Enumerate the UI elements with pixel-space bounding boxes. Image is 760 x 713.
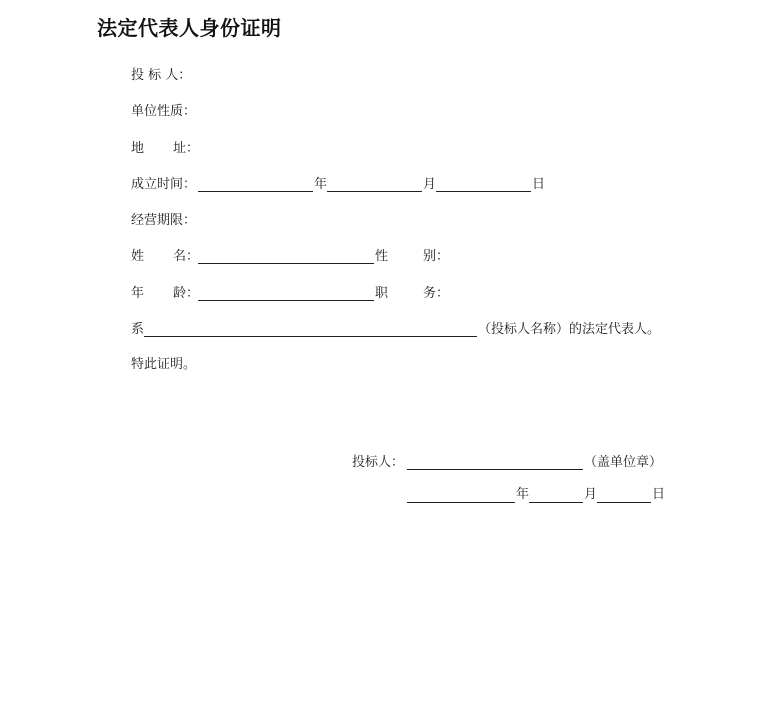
name-blank[interactable]: [198, 263, 374, 264]
seal-note: （盖单位章）: [584, 455, 663, 470]
established-day-blank[interactable]: [436, 191, 531, 192]
established-month-label: 月: [423, 177, 437, 192]
sign-month-blank[interactable]: [529, 502, 583, 503]
address-label-part1: 地: [131, 141, 145, 156]
established-year-label: 年: [314, 177, 328, 192]
unit-nature-label: 单位性质：: [131, 104, 197, 119]
sign-month-label: 月: [584, 487, 598, 502]
age-label-part1: 年: [131, 286, 145, 301]
signature-bidder-label: 投标人：: [352, 455, 405, 470]
established-label: 成立时间：: [131, 177, 197, 192]
sign-year-label: 年: [516, 487, 530, 502]
name-label-part1: 姓: [131, 249, 145, 264]
age-blank[interactable]: [198, 300, 374, 301]
age-label-part2: 龄：: [173, 286, 200, 301]
relation-prefix: 系: [131, 322, 145, 337]
bidder-name-blank[interactable]: [144, 336, 477, 337]
sign-year-blank[interactable]: [407, 502, 515, 503]
term-label: 经营期限：: [131, 213, 197, 228]
signature-bidder-blank[interactable]: [407, 469, 583, 470]
address-label-part2: 址：: [173, 141, 200, 156]
name-label-part2: 名：: [173, 249, 200, 264]
established-month-blank[interactable]: [327, 191, 422, 192]
page-title: 法定代表人身份证明: [97, 16, 282, 40]
established-day-label: 日: [532, 177, 546, 192]
bidder-label: 投 标 人：: [131, 68, 192, 83]
established-year-blank[interactable]: [198, 191, 313, 192]
certify-text: 特此证明。: [131, 357, 197, 372]
gender-label-part2: 别：: [423, 249, 450, 264]
sign-day-blank[interactable]: [597, 502, 651, 503]
sign-day-label: 日: [652, 487, 666, 502]
position-label-part2: 务：: [423, 286, 450, 301]
relation-suffix: （投标人名称）的法定代表人。: [478, 322, 661, 337]
position-label-part1: 职: [375, 286, 389, 301]
gender-label-part1: 性: [375, 249, 389, 264]
